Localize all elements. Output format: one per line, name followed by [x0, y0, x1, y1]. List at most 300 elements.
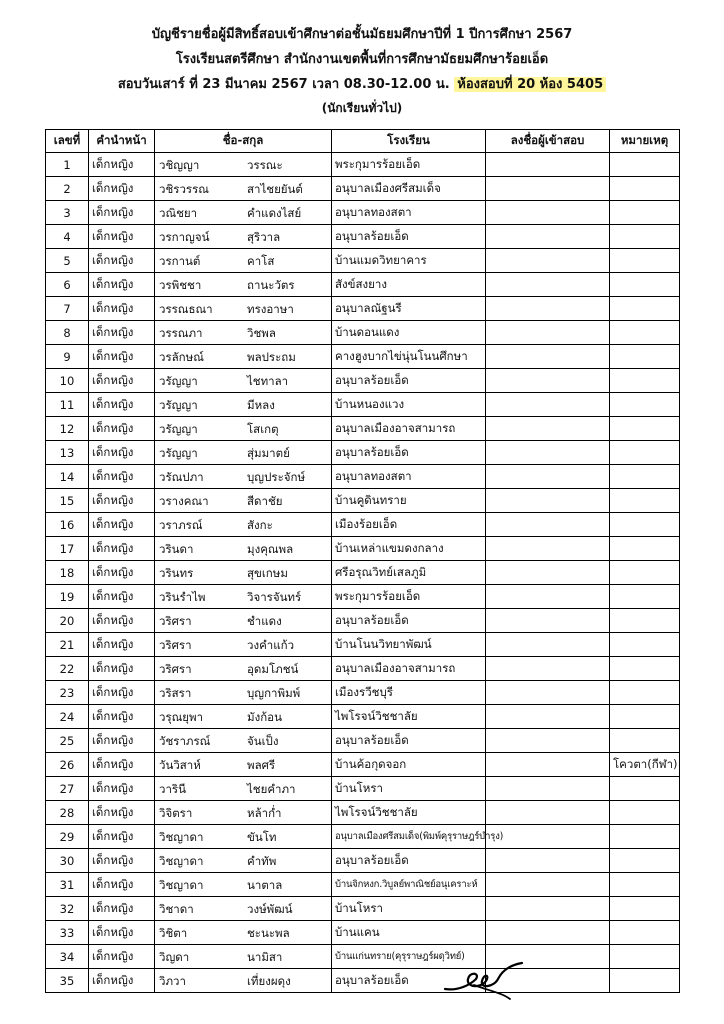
row-title: เด็กหญิง [89, 609, 155, 633]
row-first-name: วรลักษณ์ [159, 350, 204, 364]
table-row [46, 777, 680, 801]
row-school: บ้านค้อกุดจอก [332, 753, 486, 777]
table-row [46, 417, 680, 441]
row-full-name [155, 249, 332, 273]
row-number: 13 [46, 441, 89, 465]
row-full-name [155, 489, 332, 513]
row-first-name: วรรณภา [159, 326, 203, 340]
row-title: เด็กหญิง [89, 849, 155, 873]
row-full-name [155, 537, 332, 561]
row-number: 31 [46, 873, 89, 897]
col-header-name: ชื่อ-สกุล [155, 130, 332, 153]
row-last-name: สีดาชัย [247, 494, 283, 508]
row-number: 24 [46, 705, 89, 729]
table-row [46, 801, 680, 825]
row-last-name: วงคำแก้ว [247, 638, 295, 652]
row-number: 1 [46, 153, 89, 177]
row-title: เด็กหญิง [89, 177, 155, 201]
table-row [46, 873, 680, 897]
col-header-signature: ลงชื่อผู้เข้าสอบ [486, 130, 610, 153]
row-last-name: ขันโท [247, 830, 277, 844]
row-first-name: วริสรา [159, 686, 192, 700]
row-signature [486, 249, 610, 273]
row-remarks [610, 705, 680, 729]
row-last-name: สุริวาล [247, 230, 281, 244]
row-title: เด็กหญิง [89, 921, 155, 945]
table-header-row [46, 130, 680, 153]
row-title: เด็กหญิง [89, 345, 155, 369]
row-signature [486, 873, 610, 897]
row-number: 8 [46, 321, 89, 345]
row-number: 6 [46, 273, 89, 297]
row-last-name: อุดมโภชน์ [247, 662, 299, 676]
row-title: เด็กหญิง [89, 633, 155, 657]
row-number: 7 [46, 297, 89, 321]
row-remarks [610, 585, 680, 609]
row-number: 16 [46, 513, 89, 537]
exam-schedule [0, 72, 724, 97]
row-full-name [155, 777, 332, 801]
row-last-name: หล้าก่ำ [247, 806, 282, 820]
row-full-name [155, 465, 332, 489]
table-row [46, 513, 680, 537]
row-number: 10 [46, 369, 89, 393]
row-first-name: วริศรา [159, 638, 192, 652]
row-remarks [610, 177, 680, 201]
row-last-name: ชะนะพล [247, 926, 290, 940]
row-signature [486, 921, 610, 945]
table-row [46, 633, 680, 657]
table-row [46, 441, 680, 465]
row-school: อนุบาลเมืองศรีสมเด็จ [332, 177, 486, 201]
row-signature [486, 657, 610, 681]
row-first-name: วัชราภรณ์ [159, 734, 211, 748]
row-number: 34 [46, 945, 89, 969]
row-full-name [155, 345, 332, 369]
table-row [46, 297, 680, 321]
school-line: โรงเรียนสตรีศึกษา สำนักงานเขตพื้นที่การศึกษามัธยมศึกษาร้อยเอ็ด [175, 52, 549, 67]
row-school: อนุบาลร้อยเอ็ด [332, 609, 486, 633]
row-school: ไพโรจน์วิชชาลัย [332, 801, 486, 825]
row-full-name [155, 321, 332, 345]
row-school: บ้านแก่นทราย(คุรุราษฎร์ผดุวิทย์) [332, 945, 486, 969]
row-last-name: วงษ์พัฒน์ [247, 902, 293, 916]
row-signature [486, 201, 610, 225]
col-header-remarks: หมายเหตุ [610, 130, 680, 153]
row-number: 21 [46, 633, 89, 657]
row-remarks [610, 825, 680, 849]
row-title: เด็กหญิง [89, 273, 155, 297]
row-full-name [155, 273, 332, 297]
col-header-school: โรงเรียน [332, 130, 486, 153]
table-row [46, 849, 680, 873]
row-number: 22 [46, 657, 89, 681]
table-row [46, 825, 680, 849]
row-last-name: ทรงอาษา [247, 302, 294, 316]
row-last-name: พลประถม [247, 350, 296, 364]
row-school: เมืองรวีชบุรี [332, 681, 486, 705]
row-title: เด็กหญิง [89, 417, 155, 441]
row-first-name: วรัญญา [159, 398, 198, 412]
row-remarks [610, 225, 680, 249]
table-row [46, 945, 680, 969]
row-last-name: วรรณะ [247, 158, 283, 172]
row-remarks [610, 417, 680, 441]
row-title: เด็กหญิง [89, 369, 155, 393]
table-row [46, 393, 680, 417]
row-signature [486, 753, 610, 777]
row-remarks [610, 657, 680, 681]
table-row [46, 729, 680, 753]
row-first-name: วารินี [159, 782, 186, 796]
row-school: บ้านโนนวิทยาพัฒน์ [332, 633, 486, 657]
row-school: อนุบาลเมืองอาจสามารถ [332, 417, 486, 441]
row-remarks [610, 513, 680, 537]
row-title: เด็กหญิง [89, 153, 155, 177]
row-number: 32 [46, 897, 89, 921]
row-number: 28 [46, 801, 89, 825]
row-number: 19 [46, 585, 89, 609]
table-row [46, 273, 680, 297]
table-row [46, 345, 680, 369]
row-signature [486, 513, 610, 537]
row-full-name [155, 441, 332, 465]
row-first-name: วิชญาดา [159, 854, 204, 868]
row-signature [486, 801, 610, 825]
row-title: เด็กหญิง [89, 681, 155, 705]
table-row [46, 705, 680, 729]
row-title: เด็กหญิง [89, 753, 155, 777]
row-number: 20 [46, 609, 89, 633]
row-school: บ้านเหล่าแขมดงกลาง [332, 537, 486, 561]
row-remarks: โควตา(กีฬา) [610, 753, 680, 777]
row-school: บ้านหนองแวง [332, 393, 486, 417]
row-school: อนุบาลร้อยเอ็ด [332, 849, 486, 873]
row-title: เด็กหญิง [89, 657, 155, 681]
row-first-name: วรุณยุพา [159, 710, 204, 724]
row-last-name: ไชยคำภา [247, 782, 296, 796]
row-remarks [610, 561, 680, 585]
row-title: เด็กหญิง [89, 513, 155, 537]
row-full-name [155, 417, 332, 441]
row-last-name: โสเกตุ [247, 422, 279, 436]
row-remarks [610, 153, 680, 177]
row-school: บ้านโหรา [332, 777, 486, 801]
row-signature [486, 825, 610, 849]
row-first-name: วรพิชชา [159, 278, 202, 292]
row-full-name [155, 561, 332, 585]
row-number: 17 [46, 537, 89, 561]
row-school: อนุบาลทองสตา [332, 201, 486, 225]
exam-date-time: สอบวันเสาร์ ที่ 23 มีนาคม 2567 เวลา 08.30-12.00 น. [117, 77, 450, 92]
table-row [46, 537, 680, 561]
row-school: อนุบาลเมืองศรีสมเด็จ(พิมพ์คุรุราษฎร์บำรุง) [332, 825, 486, 849]
table-row [46, 321, 680, 345]
row-full-name [155, 225, 332, 249]
row-remarks [610, 297, 680, 321]
row-remarks [610, 345, 680, 369]
row-signature [486, 633, 610, 657]
row-signature [486, 153, 610, 177]
row-title: เด็กหญิง [89, 561, 155, 585]
row-last-name: มีหลง [247, 398, 275, 412]
row-first-name: วรรณธณา [159, 302, 213, 316]
row-full-name [155, 801, 332, 825]
row-remarks [610, 921, 680, 945]
row-title: เด็กหญิง [89, 297, 155, 321]
row-first-name: วราภรณ์ [159, 518, 203, 532]
row-remarks [610, 969, 680, 993]
row-first-name: วิชิตา [159, 926, 188, 940]
row-last-name: สุขเกษม [247, 566, 288, 580]
row-first-name: วรัญญา [159, 374, 198, 388]
row-title: เด็กหญิง [89, 249, 155, 273]
row-signature [486, 849, 610, 873]
row-signature [486, 417, 610, 441]
row-school: พระกุมารร้อยเอ็ด [332, 585, 486, 609]
row-remarks [610, 441, 680, 465]
row-first-name: วิชญาดา [159, 878, 204, 892]
row-signature [486, 441, 610, 465]
table-row [46, 465, 680, 489]
row-signature [486, 681, 610, 705]
table-row [46, 657, 680, 681]
row-remarks [610, 729, 680, 753]
row-last-name: เที่ยงผดุง [247, 974, 291, 988]
row-number: 14 [46, 465, 89, 489]
row-first-name: วันวิสาห์ [159, 758, 201, 772]
row-number: 4 [46, 225, 89, 249]
row-school: บ้านจิกหงก.วิบูลย์พาณิชย์อนุเคราะห์ [332, 873, 486, 897]
row-first-name: วรินรำไพ [159, 590, 206, 604]
table-row [46, 177, 680, 201]
row-remarks [610, 609, 680, 633]
row-full-name [155, 945, 332, 969]
table-row [46, 369, 680, 393]
row-number: 23 [46, 681, 89, 705]
row-school: อนุบาลร้อยเอ็ด [332, 729, 486, 753]
row-title: เด็กหญิง [89, 897, 155, 921]
row-full-name [155, 681, 332, 705]
row-first-name: วรินทร [159, 566, 194, 580]
row-school: อนุบาลร้อยเอ็ด [332, 225, 486, 249]
table-row [46, 201, 680, 225]
row-last-name: นามิสา [247, 950, 283, 964]
row-remarks [610, 897, 680, 921]
row-full-name [155, 729, 332, 753]
row-remarks [610, 633, 680, 657]
row-last-name: ชำแดง [247, 614, 282, 628]
row-full-name [155, 753, 332, 777]
row-remarks [610, 873, 680, 897]
row-full-name [155, 705, 332, 729]
row-signature [486, 705, 610, 729]
row-remarks [610, 369, 680, 393]
row-school: บ้านแมดวิทยาคาร [332, 249, 486, 273]
row-number: 25 [46, 729, 89, 753]
row-number: 12 [46, 417, 89, 441]
row-signature [486, 729, 610, 753]
table-row [46, 921, 680, 945]
row-full-name [155, 633, 332, 657]
row-signature [486, 225, 610, 249]
row-number: 9 [46, 345, 89, 369]
row-signature [486, 321, 610, 345]
row-title: เด็กหญิง [89, 825, 155, 849]
row-last-name: วิจารจันทร์ [247, 590, 302, 604]
row-last-name: มุงคุณพล [247, 542, 294, 556]
row-full-name [155, 609, 332, 633]
row-number: 30 [46, 849, 89, 873]
table-body [46, 153, 680, 993]
row-last-name: คาโส [247, 254, 275, 268]
col-header-title: คำนำหน้า [89, 130, 155, 153]
student-category: (นักเรียนทั่วไป) [321, 101, 403, 115]
row-full-name [155, 369, 332, 393]
row-remarks [610, 777, 680, 801]
row-title: เด็กหญิง [89, 969, 155, 993]
row-title: เด็กหญิง [89, 801, 155, 825]
row-signature [486, 393, 610, 417]
row-first-name: วิชญาดา [159, 830, 204, 844]
row-first-name: วณิชยา [159, 206, 198, 220]
row-first-name: วรินดา [159, 542, 194, 556]
row-school: เมืองร้อยเอ็ด [332, 513, 486, 537]
row-last-name: ถานะวัตร [247, 278, 295, 292]
table-row [46, 249, 680, 273]
row-remarks [610, 249, 680, 273]
row-title: เด็กหญิง [89, 537, 155, 561]
row-full-name [155, 873, 332, 897]
col-header-number: เลขที่ [46, 130, 89, 153]
row-first-name: วชิญญา [159, 158, 200, 172]
row-full-name [155, 153, 332, 177]
row-signature [486, 297, 610, 321]
row-title: เด็กหญิง [89, 945, 155, 969]
row-school: อนุบาลทองสตา [332, 465, 486, 489]
row-first-name: วรกาญจน์ [159, 230, 210, 244]
row-full-name [155, 585, 332, 609]
row-full-name [155, 921, 332, 945]
row-school: ไพโรจน์วิชชาลัย [332, 705, 486, 729]
exam-room: ห้องสอบที่ 20 ห้อง 5405 [454, 77, 606, 92]
row-number: 18 [46, 561, 89, 585]
row-last-name: สาไชยยันต์ [247, 182, 303, 196]
row-signature [486, 609, 610, 633]
row-school: พระกุมารร้อยเอ็ด [332, 153, 486, 177]
row-full-name [155, 969, 332, 993]
row-signature [486, 177, 610, 201]
table-row [46, 681, 680, 705]
row-number: 11 [46, 393, 89, 417]
table-row [46, 585, 680, 609]
row-number: 5 [46, 249, 89, 273]
row-remarks [610, 537, 680, 561]
row-remarks [610, 273, 680, 297]
row-full-name [155, 897, 332, 921]
row-last-name: สุ่มมาตย์ [247, 446, 290, 460]
row-title: เด็กหญิง [89, 393, 155, 417]
row-number: 33 [46, 921, 89, 945]
row-first-name: วริศรา [159, 614, 192, 628]
table-row [46, 897, 680, 921]
row-title: เด็กหญิง [89, 777, 155, 801]
row-last-name: สังกะ [247, 518, 273, 532]
row-first-name: วิชาดา [159, 902, 194, 916]
row-first-name: วรัญญา [159, 422, 198, 436]
document-title: บัญชีรายชื่อผู้มีสิทธิ์สอบเข้าศึกษาต่อชั้นมัธยมศึกษาปีที่ 1 ปีการศึกษา 2567 [151, 27, 573, 42]
row-first-name: วรกานต์ [159, 254, 201, 268]
row-last-name: ไชทาลา [247, 374, 289, 388]
table-row [46, 153, 680, 177]
row-school: บ้านดอนแดง [332, 321, 486, 345]
row-number: 27 [46, 777, 89, 801]
row-remarks [610, 849, 680, 873]
row-first-name: วิจิตรา [159, 806, 193, 820]
row-school: อนุบาลร้อยเอ็ด [332, 369, 486, 393]
row-last-name: นาตาล [247, 878, 283, 892]
row-number: 15 [46, 489, 89, 513]
row-last-name: มังก้อน [247, 710, 282, 724]
row-last-name: คำทัพ [247, 854, 277, 868]
row-school: บ้านโหรา [332, 897, 486, 921]
row-full-name [155, 825, 332, 849]
signature-mark [440, 955, 540, 1005]
row-number: 3 [46, 201, 89, 225]
row-signature [486, 777, 610, 801]
row-signature [486, 537, 610, 561]
row-first-name: วริศรา [159, 662, 192, 676]
row-signature [486, 561, 610, 585]
table-row [46, 489, 680, 513]
row-full-name [155, 393, 332, 417]
row-school: บ้านแคน [332, 921, 486, 945]
row-remarks [610, 321, 680, 345]
row-school: สังข์สงยาง [332, 273, 486, 297]
row-number: 2 [46, 177, 89, 201]
row-school: อนุบาลร้อยเอ็ด [332, 969, 486, 993]
row-full-name [155, 297, 332, 321]
row-school: อนุบาลณัฐนรี [332, 297, 486, 321]
row-full-name [155, 849, 332, 873]
row-school: ศรีอรุณวิทย์เสลภูมิ [332, 561, 486, 585]
row-full-name [155, 513, 332, 537]
table-row [46, 753, 680, 777]
row-first-name: วรัญญา [159, 446, 198, 460]
row-title: เด็กหญิง [89, 441, 155, 465]
row-signature [486, 345, 610, 369]
row-signature [486, 585, 610, 609]
student-roster-table [45, 129, 680, 993]
row-full-name [155, 201, 332, 225]
table-row [46, 609, 680, 633]
row-last-name: บุญประจักษ์ [247, 470, 306, 484]
row-title: เด็กหญิง [89, 225, 155, 249]
row-signature [486, 273, 610, 297]
row-remarks [610, 489, 680, 513]
row-remarks [610, 681, 680, 705]
table-row [46, 969, 680, 993]
row-last-name: พลศรี [247, 758, 276, 772]
row-last-name: วิชพล [247, 326, 276, 340]
row-remarks [610, 201, 680, 225]
table-row [46, 225, 680, 249]
row-last-name: จันเป็ง [247, 734, 279, 748]
row-signature [486, 465, 610, 489]
row-remarks [610, 945, 680, 969]
row-signature [486, 369, 610, 393]
row-last-name: บุญกาพิมพ์ [247, 686, 301, 700]
